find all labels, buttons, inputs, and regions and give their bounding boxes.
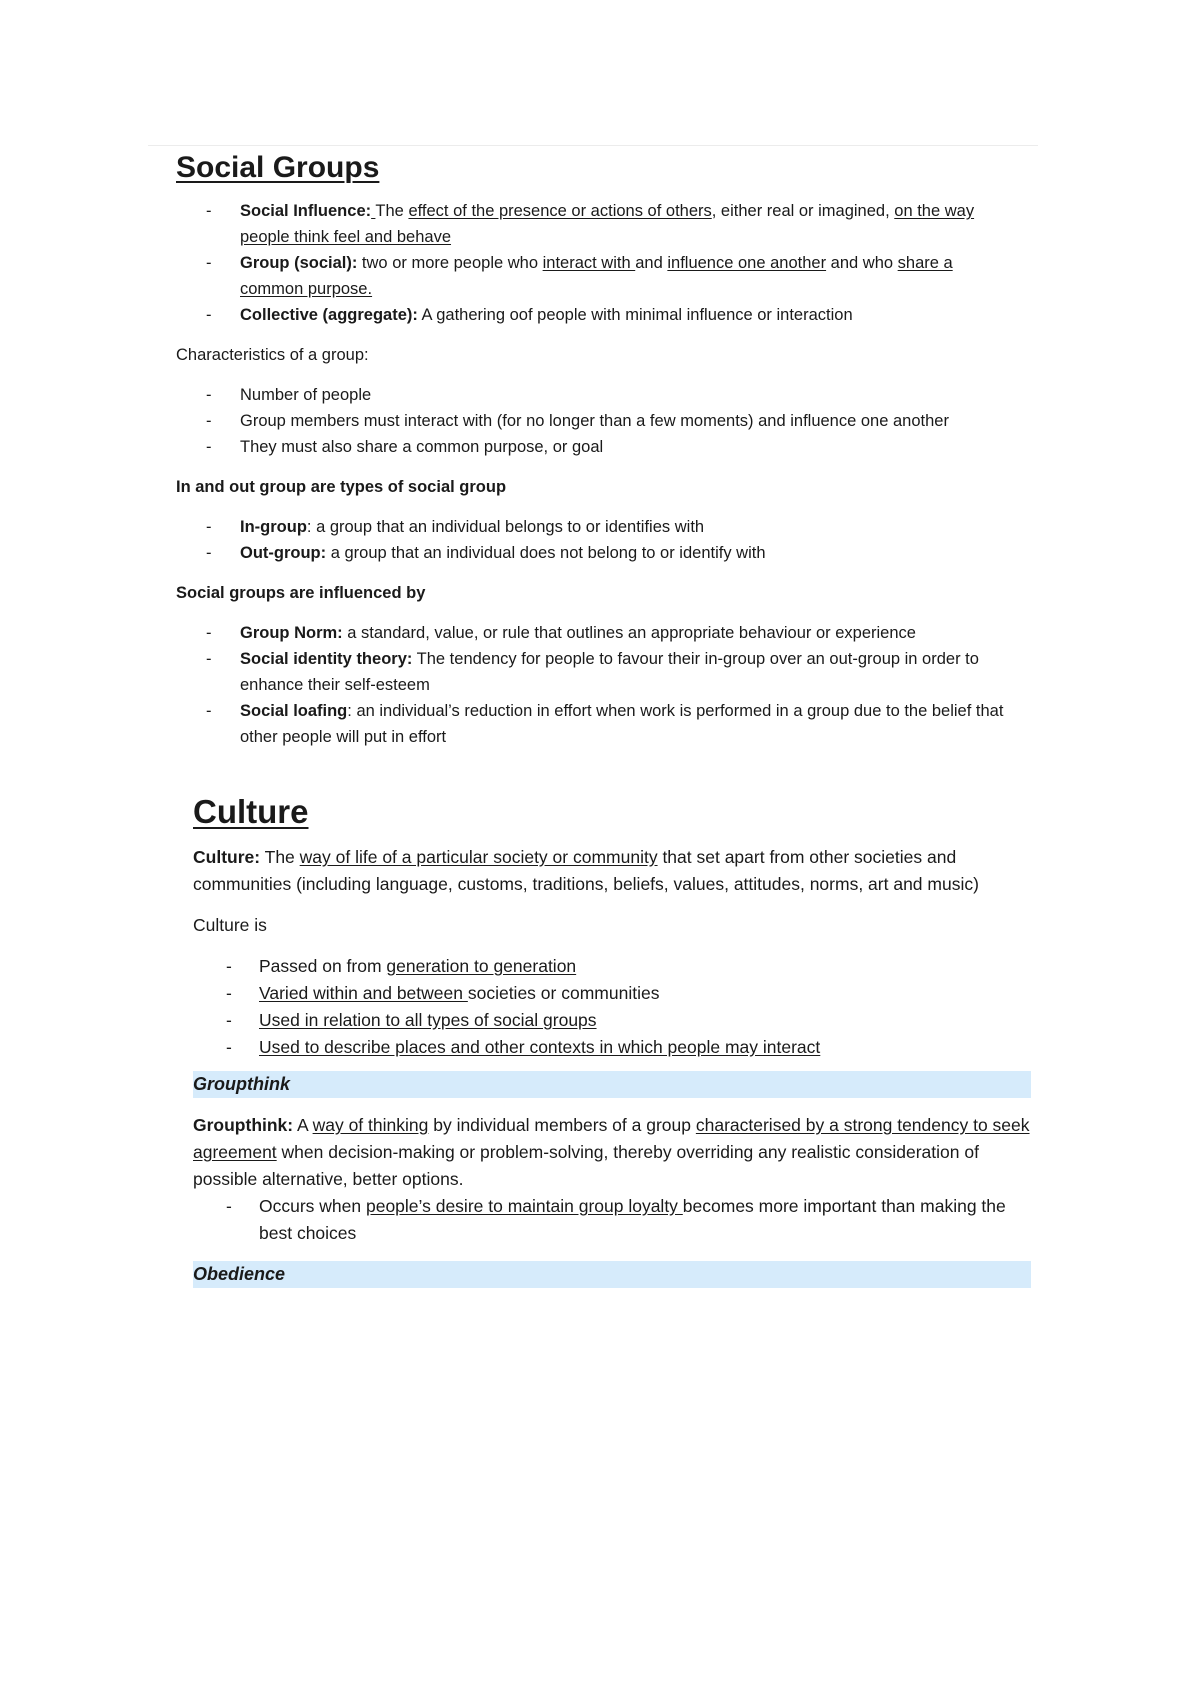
obedience-heading: Obedience <box>193 1261 1031 1288</box>
list-item: - Group members must interact with (for no longer than a few moments) and influence one another <box>176 408 1016 434</box>
social-groups-title: Social Groups <box>176 151 380 184</box>
list-item: - Social identity theory: The tendency for people to favour their in-group over an out-group in order to enhance their self-esteem <box>176 646 1016 698</box>
list-item: - Out-group: a group that an individual does not belong to or identify with <box>176 540 1016 566</box>
groupthink-list <box>193 1193 1033 1247</box>
list-item: - Used to describe places and other contexts in which people may interact <box>193 1034 1033 1061</box>
characteristics-list <box>176 382 1016 460</box>
list-item: - Social Influence: The effect of the presence or actions of others, either real or imagined, on the way people think feel and behave <box>176 198 1016 250</box>
groupthink-definition: Groupthink: A way of thinking by individual members of a group characterised by a strong tendency to seek agreement when decision-making or problem-solving, thereby overriding any realistic consideration of possible alternative, better options. <box>193 1115 1030 1189</box>
culture-section <box>193 792 1033 1288</box>
influenced-list <box>176 620 1016 750</box>
list-item: - Varied within and between societies or communities <box>193 980 1033 1007</box>
list-item: - Passed on from generation to generation <box>193 953 1033 980</box>
list-item: - Occurs when people’s desire to maintain group loyalty becomes more important than making the best choices <box>193 1193 1033 1247</box>
list-item: - In-group: a group that an individual belongs to or identifies with <box>176 514 1016 540</box>
social-groups-definitions-list <box>176 198 1016 328</box>
groupthink-heading: Groupthink <box>193 1071 1031 1098</box>
culture-definition: Culture: The way of life of a particular society or community that set apart from other societies and communities (including language, customs, traditions, beliefs, values, attitudes, norms, art and music) <box>193 847 979 894</box>
influenced-heading: Social groups are influenced by <box>176 584 426 602</box>
list-item: - Used in relation to all types of social groups <box>193 1007 1033 1034</box>
term: Social Influence: <box>240 202 372 220</box>
in-out-list <box>176 514 1016 566</box>
list-item: - Collective (aggregate): A gathering oof people with minimal influence or interaction <box>176 302 1016 328</box>
list-item: - They must also share a common purpose, or goal <box>176 434 1016 460</box>
list-item: - Group (social): two or more people who interact with and influence one another and who share a common purpose. <box>176 250 1016 302</box>
culture-is-list <box>193 953 1033 1061</box>
term: Collective (aggregate): <box>240 306 418 324</box>
social-groups-section <box>176 150 1016 750</box>
page-header-rule <box>148 145 1038 146</box>
culture-title: Culture <box>193 793 309 830</box>
characteristics-heading: Characteristics of a group: <box>176 346 369 364</box>
culture-is-label: Culture is <box>193 915 267 935</box>
list-item: - Number of people <box>176 382 1016 408</box>
in-out-heading: In and out group are types of social group <box>176 478 507 496</box>
term: Group (social): <box>240 254 358 272</box>
list-item: - Group Norm: a standard, value, or rule that outlines an appropriate behaviour or experience <box>176 620 1016 646</box>
list-item: - Social loafing: an individual’s reduction in effort when work is performed in a group due to the belief that other people will put in effort <box>176 698 1016 750</box>
